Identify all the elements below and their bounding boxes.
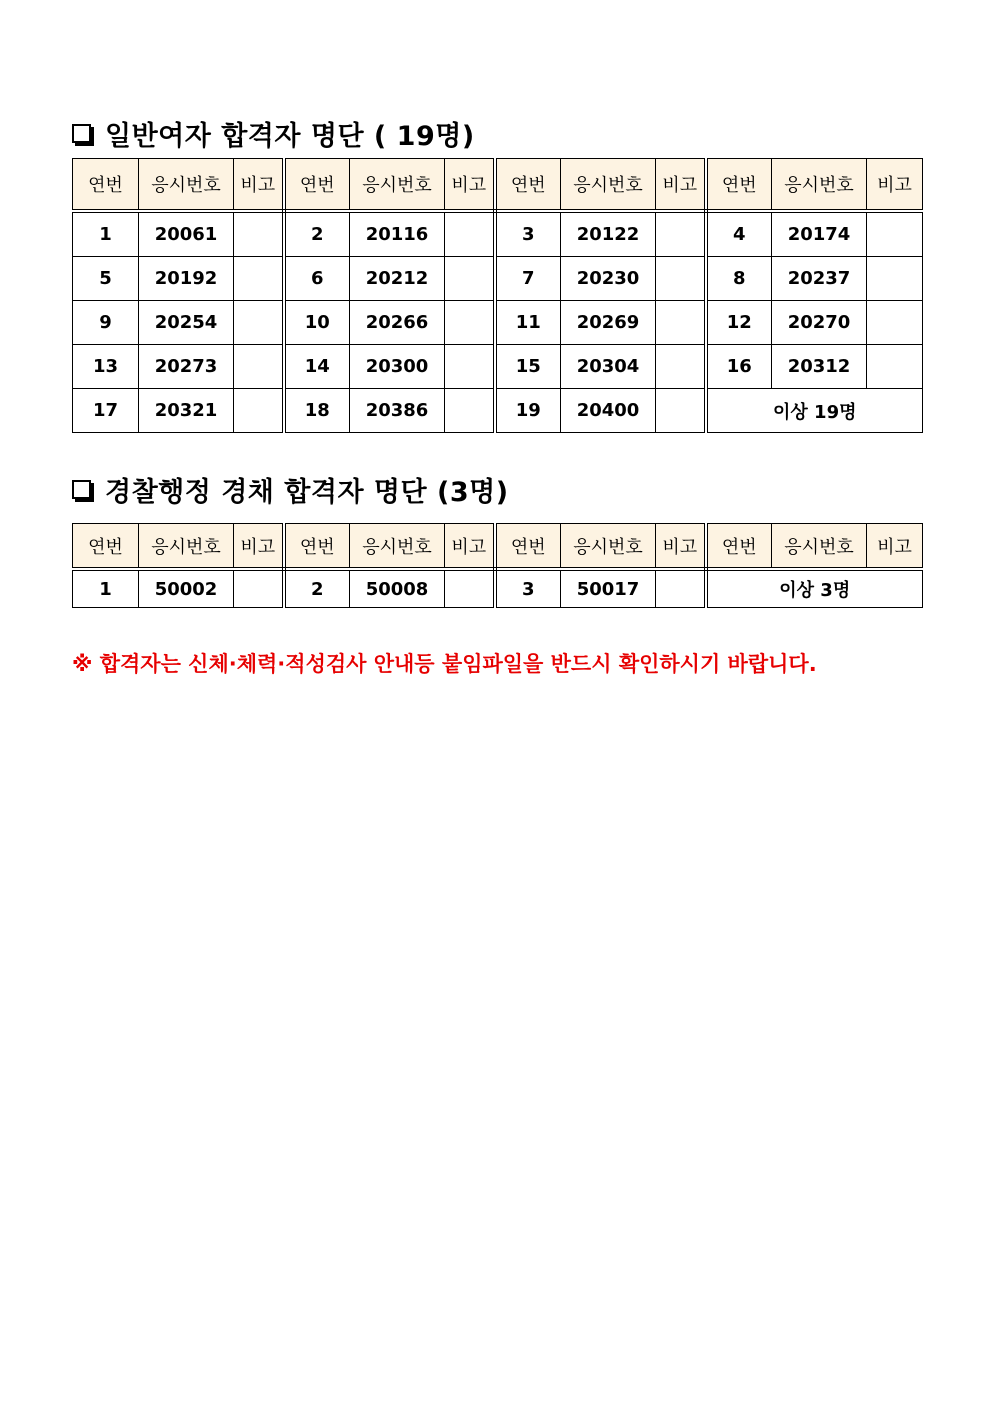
section1-title-text: 일반여자 합격자 명단 ( 19명) xyxy=(105,121,475,152)
column-header: 응시번호 xyxy=(772,159,867,212)
serial-number-cell: 14 xyxy=(284,345,350,389)
exam-number-cell: 20061 xyxy=(139,211,234,257)
table-row xyxy=(73,569,923,608)
remarks-cell xyxy=(234,301,284,345)
exam-number-cell: 20269 xyxy=(561,301,656,345)
table-row xyxy=(73,301,923,345)
column-header: 연번 xyxy=(706,159,772,212)
serial-number-cell: 1 xyxy=(73,569,139,608)
remarks-cell xyxy=(234,569,284,608)
exam-number-cell: 20304 xyxy=(561,345,656,389)
remarks-cell xyxy=(656,257,706,301)
header-row xyxy=(73,524,923,570)
column-header: 응시번호 xyxy=(561,524,656,570)
section2-roster-table xyxy=(72,523,923,608)
exam-number-cell: 20237 xyxy=(772,257,867,301)
exam-number-cell: 20400 xyxy=(561,389,656,433)
column-header: 응시번호 xyxy=(561,159,656,212)
column-header: 비고 xyxy=(656,524,706,570)
exam-number-cell: 20386 xyxy=(350,389,445,433)
remarks-cell xyxy=(656,389,706,433)
section2-title-text: 경찰행정 경채 합격자 명단 (3명) xyxy=(105,477,509,508)
exam-number-cell: 20254 xyxy=(139,301,234,345)
column-header: 비고 xyxy=(656,159,706,212)
serial-number-cell: 17 xyxy=(73,389,139,433)
serial-number-cell: 1 xyxy=(73,211,139,257)
column-header: 연번 xyxy=(706,524,772,570)
table-row xyxy=(73,257,923,301)
remarks-cell xyxy=(445,257,495,301)
column-header: 응시번호 xyxy=(350,524,445,570)
summary-cell: 이상 3명 xyxy=(706,569,923,608)
square-bullet-icon xyxy=(72,124,91,143)
remarks-cell xyxy=(656,301,706,345)
remarks-cell xyxy=(867,257,923,301)
remarks-cell xyxy=(656,211,706,257)
column-header: 비고 xyxy=(234,524,284,570)
header-row xyxy=(73,159,923,212)
remarks-cell xyxy=(445,389,495,433)
column-header: 연번 xyxy=(495,159,561,212)
exam-number-cell: 20174 xyxy=(772,211,867,257)
column-header: 연번 xyxy=(284,159,350,212)
column-header: 연번 xyxy=(73,159,139,212)
column-header: 연번 xyxy=(284,524,350,570)
remarks-cell xyxy=(234,345,284,389)
remarks-cell xyxy=(445,301,495,345)
exam-number-cell: 20212 xyxy=(350,257,445,301)
column-header: 비고 xyxy=(445,524,495,570)
exam-number-cell: 20192 xyxy=(139,257,234,301)
column-header: 응시번호 xyxy=(772,524,867,570)
exam-number-cell: 20312 xyxy=(772,345,867,389)
serial-number-cell: 10 xyxy=(284,301,350,345)
serial-number-cell: 7 xyxy=(495,257,561,301)
exam-number-cell: 50017 xyxy=(561,569,656,608)
remarks-cell xyxy=(867,345,923,389)
remarks-cell xyxy=(867,301,923,345)
serial-number-cell: 16 xyxy=(706,345,772,389)
column-header: 비고 xyxy=(445,159,495,212)
section2-title xyxy=(72,470,509,509)
table-row xyxy=(73,211,923,257)
remarks-cell xyxy=(656,569,706,608)
exam-number-cell: 20273 xyxy=(139,345,234,389)
serial-number-cell: 6 xyxy=(284,257,350,301)
column-header: 응시번호 xyxy=(350,159,445,212)
serial-number-cell: 13 xyxy=(73,345,139,389)
exam-number-cell: 20266 xyxy=(350,301,445,345)
summary-cell: 이상 19명 xyxy=(706,389,923,433)
serial-number-cell: 9 xyxy=(73,301,139,345)
remarks-cell xyxy=(445,569,495,608)
serial-number-cell: 4 xyxy=(706,211,772,257)
remarks-cell xyxy=(445,345,495,389)
serial-number-cell: 19 xyxy=(495,389,561,433)
serial-number-cell: 3 xyxy=(495,211,561,257)
serial-number-cell: 11 xyxy=(495,301,561,345)
serial-number-cell: 3 xyxy=(495,569,561,608)
notice-text: ※ 합격자는 신체·체력·적성검사 안내등 붙임파일을 반드시 확인하시기 바랍니다. xyxy=(72,652,817,676)
serial-number-cell: 8 xyxy=(706,257,772,301)
column-header: 응시번호 xyxy=(139,524,234,570)
remarks-cell xyxy=(867,211,923,257)
remarks-cell xyxy=(234,211,284,257)
column-header: 비고 xyxy=(867,524,923,570)
remarks-cell xyxy=(234,257,284,301)
remarks-cell xyxy=(656,345,706,389)
exam-number-cell: 20270 xyxy=(772,301,867,345)
exam-number-cell: 20116 xyxy=(350,211,445,257)
exam-number-cell: 50002 xyxy=(139,569,234,608)
column-header: 비고 xyxy=(867,159,923,212)
section1-title xyxy=(72,114,475,153)
serial-number-cell: 18 xyxy=(284,389,350,433)
serial-number-cell: 15 xyxy=(495,345,561,389)
exam-number-cell: 20122 xyxy=(561,211,656,257)
serial-number-cell: 12 xyxy=(706,301,772,345)
remarks-cell xyxy=(445,211,495,257)
exam-number-cell: 20300 xyxy=(350,345,445,389)
square-bullet-icon xyxy=(72,480,91,499)
exam-number-cell: 20321 xyxy=(139,389,234,433)
column-header: 비고 xyxy=(234,159,284,212)
column-header: 응시번호 xyxy=(139,159,234,212)
table-row xyxy=(73,389,923,433)
serial-number-cell: 2 xyxy=(284,211,350,257)
remarks-cell xyxy=(234,389,284,433)
serial-number-cell: 5 xyxy=(73,257,139,301)
section1-roster-table xyxy=(72,158,923,433)
column-header: 연번 xyxy=(495,524,561,570)
exam-number-cell: 20230 xyxy=(561,257,656,301)
table-row xyxy=(73,345,923,389)
column-header: 연번 xyxy=(73,524,139,570)
exam-number-cell: 50008 xyxy=(350,569,445,608)
serial-number-cell: 2 xyxy=(284,569,350,608)
